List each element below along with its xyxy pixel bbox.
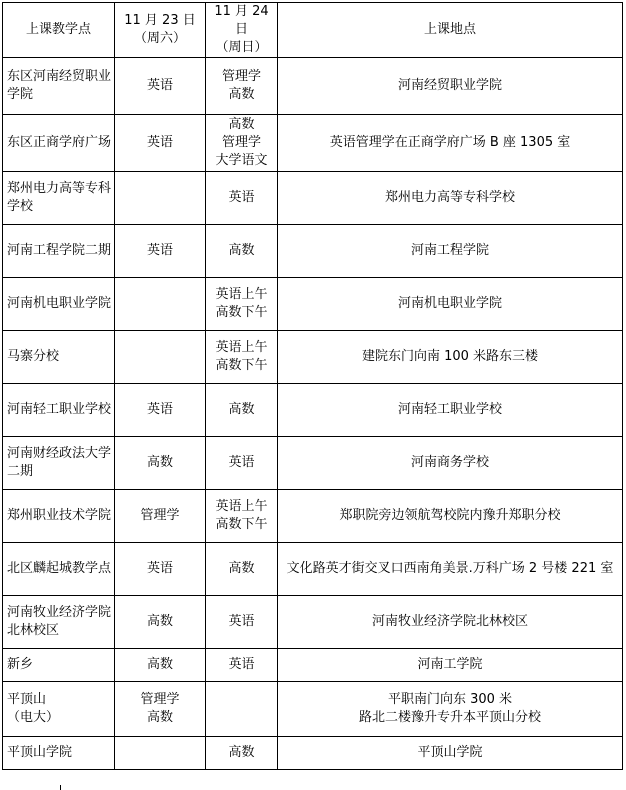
location-cell: 河南轻工职业学校 <box>278 384 623 437</box>
nov24-subject-cell: 管理学 高数 <box>206 58 278 115</box>
teaching-point-cell: 河南轻工职业学校 <box>3 384 115 437</box>
nov24-subject-cell: 英语 <box>206 649 278 682</box>
nov24-subject-cell: 英语 <box>206 172 278 225</box>
header-date-nov24: 11 月 24 日 （周日） <box>206 3 278 58</box>
table-row <box>3 682 623 737</box>
location-cell: 英语管理学在正商学府广场 B 座 1305 室 <box>278 115 623 172</box>
nov24-subject-cell: 高数 <box>206 737 278 770</box>
location-cell: 郑职院旁边领航驾校院内豫升郑职分校 <box>278 490 623 543</box>
nov23-subject-cell: 英语 <box>115 384 206 437</box>
nov23-subject-cell <box>115 278 206 331</box>
nov24-subject-cell: 高数 <box>206 384 278 437</box>
location-cell: 河南工程学院 <box>278 225 623 278</box>
teaching-point-cell: 河南财经政法大学二期 <box>3 437 115 490</box>
teaching-point-cell: 马寨分校 <box>3 331 115 384</box>
nov23-subject-cell <box>115 737 206 770</box>
location-cell: 建院东门向南 100 米路东三楼 <box>278 331 623 384</box>
location-cell: 平职南门向东 300 米 路北二楼豫升专升本平顶山分校 <box>278 682 623 737</box>
nov24-subject-cell: 英语上午 高数下午 <box>206 331 278 384</box>
table-row <box>3 437 623 490</box>
nov23-subject-cell: 高数 <box>115 437 206 490</box>
table-row <box>3 225 623 278</box>
nov23-subject-cell: 英语 <box>115 115 206 172</box>
table-row <box>3 596 623 649</box>
teaching-point-cell: 河南牧业经济学院北林校区 <box>3 596 115 649</box>
location-cell: 河南牧业经济学院北林校区 <box>278 596 623 649</box>
teaching-point-cell: 平顶山学院 <box>3 737 115 770</box>
nov23-subject-cell <box>115 331 206 384</box>
teaching-point-cell: 河南工程学院二期 <box>3 225 115 278</box>
location-cell: 平顶山学院 <box>278 737 623 770</box>
location-cell: 河南商务学校 <box>278 437 623 490</box>
nov24-subject-cell: 英语上午 高数下午 <box>206 490 278 543</box>
table-row <box>3 384 623 437</box>
header-row <box>3 3 623 58</box>
teaching-point-cell: 北区麟起城教学点 <box>3 543 115 596</box>
table-row <box>3 649 623 682</box>
header-date-nov23: 11 月 23 日 （周六） <box>115 3 206 58</box>
header-teaching-point: 上课教学点 <box>3 3 115 58</box>
teaching-point-cell: 河南机电职业学院 <box>3 278 115 331</box>
teaching-point-cell: 东区河南经贸职业学院 <box>3 58 115 115</box>
nov24-subject-cell: 英语 <box>206 437 278 490</box>
teaching-point-cell: 郑州职业技术学院 <box>3 490 115 543</box>
nov24-subject-cell: 英语上午 高数下午 <box>206 278 278 331</box>
bottom-mark <box>60 785 61 790</box>
table-row <box>3 737 623 770</box>
teaching-point-cell: 郑州电力高等专科学校 <box>3 172 115 225</box>
table-row <box>3 331 623 384</box>
teaching-point-cell: 新乡 <box>3 649 115 682</box>
location-cell: 河南工学院 <box>278 649 623 682</box>
nov23-subject-cell: 高数 <box>115 649 206 682</box>
table-row <box>3 115 623 172</box>
nov23-subject-cell: 高数 <box>115 596 206 649</box>
nov24-subject-cell: 高数 管理学 大学语文 <box>206 115 278 172</box>
nov24-subject-cell: 英语 <box>206 596 278 649</box>
location-cell: 文化路英才街交叉口西南角美景.万科广场 2 号楼 221 室 <box>278 543 623 596</box>
table-row <box>3 490 623 543</box>
table-row <box>3 543 623 596</box>
nov23-subject-cell: 管理学 高数 <box>115 682 206 737</box>
table-row <box>3 278 623 331</box>
nov23-subject-cell <box>115 172 206 225</box>
nov24-subject-cell: 高数 <box>206 225 278 278</box>
schedule-table <box>2 2 623 770</box>
nov23-subject-cell: 英语 <box>115 543 206 596</box>
table-row <box>3 172 623 225</box>
nov23-subject-cell: 英语 <box>115 225 206 278</box>
teaching-point-cell: 东区正商学府广场 <box>3 115 115 172</box>
table-row <box>3 58 623 115</box>
nov24-subject-cell: 高数 <box>206 543 278 596</box>
header-location: 上课地点 <box>278 3 623 58</box>
nov24-subject-cell <box>206 682 278 737</box>
location-cell: 河南机电职业学院 <box>278 278 623 331</box>
nov23-subject-cell: 英语 <box>115 58 206 115</box>
teaching-point-cell: 平顶山 （电大） <box>3 682 115 737</box>
nov23-subject-cell: 管理学 <box>115 490 206 543</box>
location-cell: 河南经贸职业学院 <box>278 58 623 115</box>
location-cell: 郑州电力高等专科学校 <box>278 172 623 225</box>
